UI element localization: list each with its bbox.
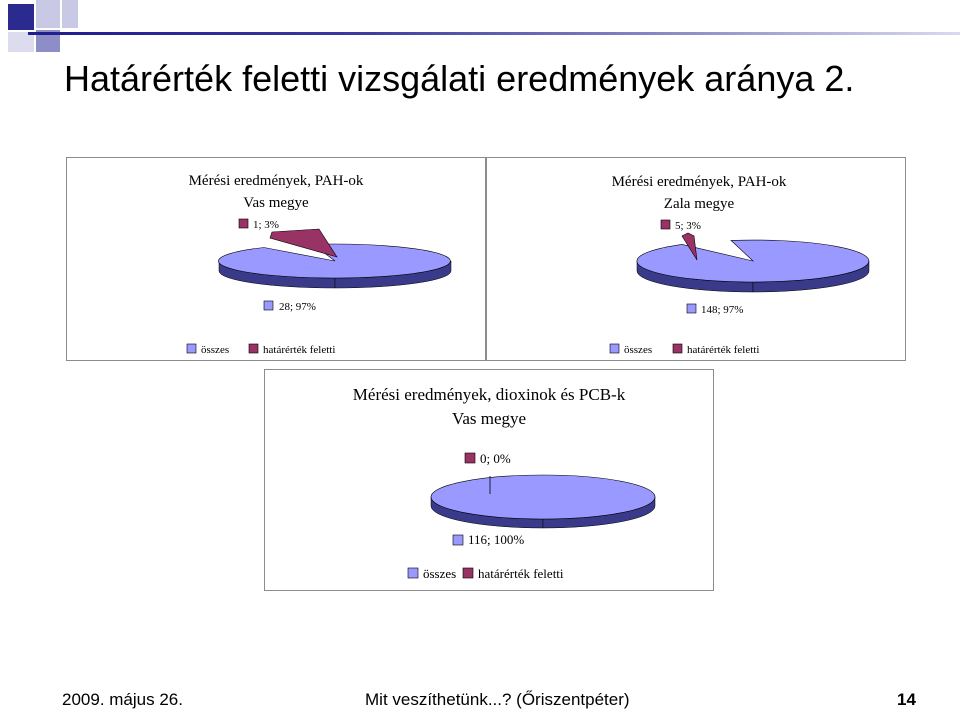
data-label-hatarertek: 5; 3% — [675, 220, 701, 232]
data-label-key-hatarertek — [239, 219, 248, 228]
data-label-key-osszes — [687, 304, 696, 313]
data-label-key-hatarertek — [661, 220, 670, 229]
chart-subtitle: Vas megye — [243, 195, 309, 211]
data-label-key-osszes — [264, 301, 273, 310]
chart-pah-vas-svg — [67, 158, 485, 360]
legend-label-hatarertek: határérték feletti — [478, 566, 564, 581]
legend-label-osszes: összes — [624, 344, 653, 356]
slide-title: Határérték feletti vizsgálati eredmények aránya 2. — [64, 58, 855, 99]
data-label-hatarertek: 1; 3% — [253, 219, 279, 231]
data-label-hatarertek: 0; 0% — [480, 451, 511, 466]
data-label-key-hatarertek — [465, 453, 475, 463]
legend-label-hatarertek: határérték feletti — [687, 344, 760, 356]
pie-group — [218, 229, 451, 288]
legend-label-osszes: összes — [423, 566, 457, 581]
footer-date: 2009. május 26. — [62, 690, 183, 709]
chart-subtitle: Zala megye — [663, 196, 735, 212]
header-gradient-bar — [28, 32, 960, 35]
legend-label-hatarertek: határérték feletti — [263, 344, 336, 356]
footer-title: Mit veszíthetünk...? (Őriszentpéter) — [365, 690, 630, 709]
legend-key-osszes — [187, 344, 196, 353]
chart-title: Mérési eredmények, PAH-ok — [188, 173, 364, 189]
pie-slice-osszes — [218, 244, 450, 278]
pie-group — [637, 233, 869, 292]
decor-square-1 — [8, 4, 34, 30]
legend-key-osszes — [408, 568, 418, 578]
chart-dioxin-vas — [264, 369, 714, 591]
decor-square-2 — [36, 0, 60, 28]
data-label-key-osszes — [453, 535, 463, 545]
pie-slice-osszes — [637, 240, 869, 282]
legend-key-hatarertek — [249, 344, 258, 353]
decor-square-5 — [8, 32, 34, 52]
data-label-osszes: 28; 97% — [279, 301, 316, 313]
data-label-osszes: 148; 97% — [701, 304, 744, 316]
page-number: 14 — [897, 690, 916, 709]
legend-key-hatarertek — [673, 344, 682, 353]
chart-dioxin-vas-svg — [265, 370, 713, 590]
chart-title: Mérési eredmények, PAH-ok — [611, 174, 787, 190]
pie-group — [431, 475, 655, 528]
legend-key-hatarertek — [463, 568, 473, 578]
chart-pah-zala — [486, 157, 906, 361]
chart-subtitle: Vas megye — [451, 409, 527, 428]
decor-square-3 — [62, 0, 78, 28]
legend-label-osszes: összes — [201, 344, 230, 356]
legend-key-osszes — [610, 344, 619, 353]
chart-pah-zala-svg — [487, 158, 905, 360]
pie-slice-osszes — [431, 475, 655, 519]
data-label-osszes: 116; 100% — [468, 532, 525, 547]
chart-title: Mérési eredmények, dioxinok és PCB-k — [352, 385, 626, 404]
chart-pah-vas — [66, 157, 486, 361]
